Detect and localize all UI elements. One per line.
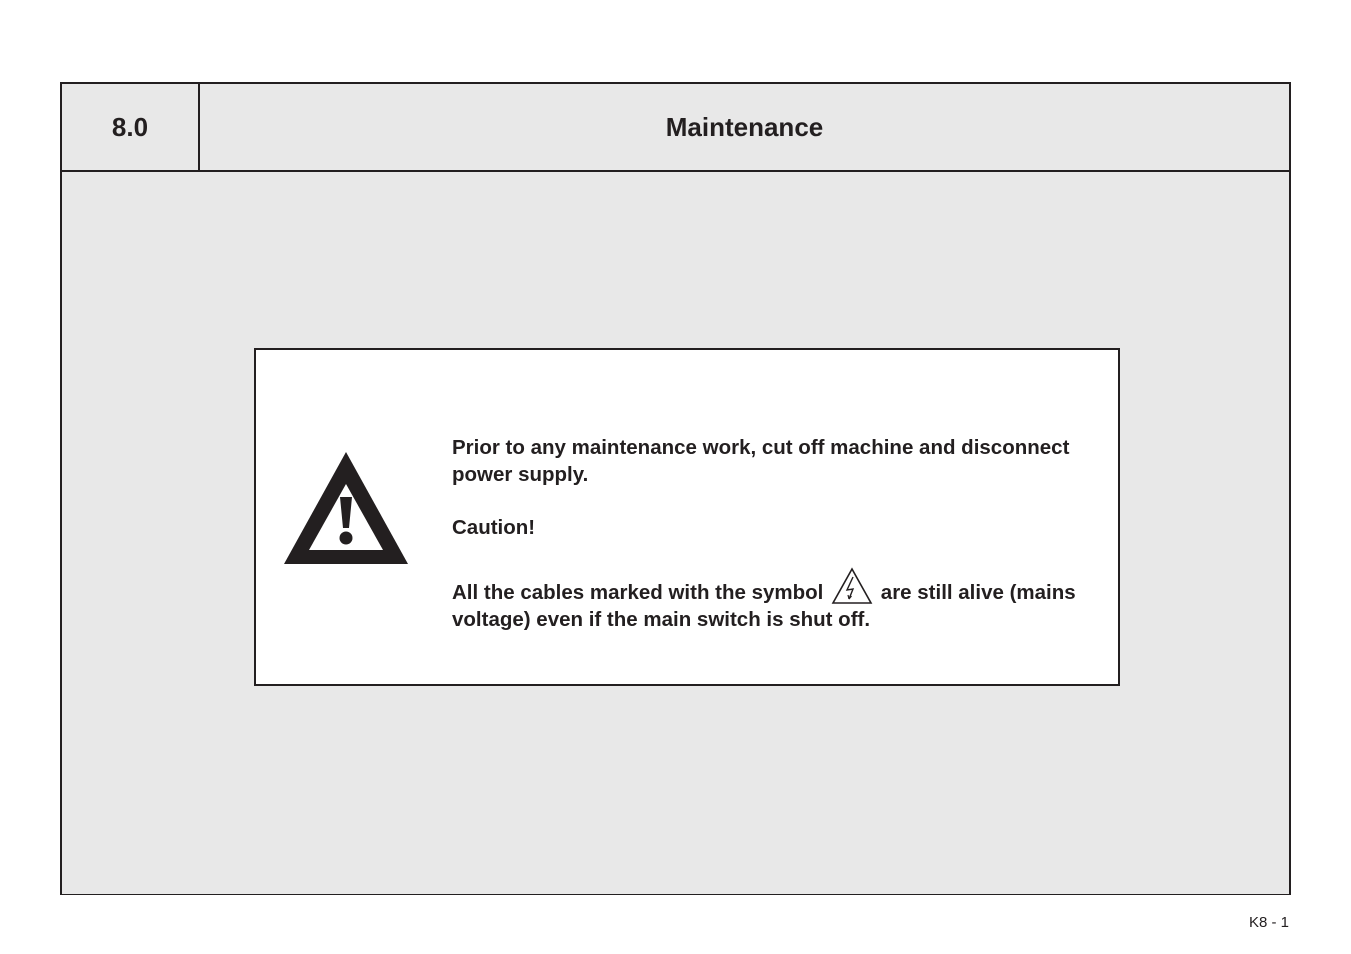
warning-triangle-icon xyxy=(282,450,410,566)
caution-heading: Caution! xyxy=(452,516,536,539)
section-number: 8.0 xyxy=(62,84,200,170)
section-header xyxy=(62,84,1289,172)
maintenance-instruction: Prior to any maintenance work, cut off machine and disconnect power supply. xyxy=(452,436,1070,486)
cable-warning xyxy=(452,567,1092,633)
cable-warning-end: are still alive (mains voltage) even if the main switch is shut off. xyxy=(452,581,1076,631)
safety-notice-box xyxy=(254,348,1120,686)
cable-warning-start: All the cables marked with the symbol xyxy=(452,581,824,604)
page-number: K8 - 1 xyxy=(1248,914,1289,931)
high-voltage-icon xyxy=(831,567,873,605)
notice-text xyxy=(452,434,1092,659)
section-title: Maintenance xyxy=(665,111,824,142)
content-frame xyxy=(60,82,1291,895)
